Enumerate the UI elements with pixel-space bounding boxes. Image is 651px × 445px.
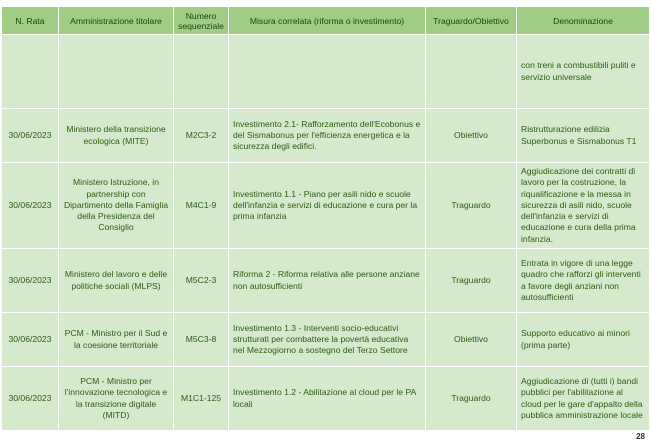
cell-denominazione: Aggiudicazione dei contratti di lavoro per la costruzione, la riqualificazione e la messa in sicurezza di asili nido, scuole dell'infanzia e servizi di educazione e cura della prima infanzia. [517,163,650,249]
page-number: 28 [636,432,645,441]
cell-denominazione: Supporto educativo ai minori (prima parte) [517,313,650,367]
table-row-continuation [2,35,650,109]
cell-numero [174,35,229,109]
header-denominazione: Denominazione [517,7,650,35]
cell-misura: Riforma 2 - Riforma relativa alle persone anziane non autosufficienti [229,249,426,313]
cell-rata: 30/06/2023 [2,313,59,367]
cell-amministrazione [59,35,174,109]
cell-rata: 30/06/2023 [2,109,59,163]
cell-misura: Investimento 1.1 - Piano per asili nido e scuole dell'infanzia e servizi di educazione e cura per la prima infanzia [229,163,426,249]
cell-misura: Investimento 1.2 - Abilitazione al cloud per le PA locali [229,367,426,431]
header-amministrazione: Amministrazione titolare [59,7,174,35]
cell-misura: Investimento 2.1- Rafforzamento dell'Ecobonus e del Sismabonus per l'efficienza energetica e la sicurezza degli edifici. [229,109,426,163]
table-row [2,313,650,367]
header-misura: Misura correlata (riforma o investimento) [229,7,426,35]
cell-denominazione: Aggiudicazione di (tutti i) bandi pubblici per l'abilitazione al cloud per le gare d'appalto della pubblica amministrazione locale [517,367,650,431]
cell-amministrazione: PCM - Ministro per l'innovazione tecnologica e la transizione digitale (MITD) [59,367,174,431]
cell-rata [2,35,59,109]
header-row [2,7,650,35]
cell-amministrazione: Ministero della transizione ecologica (MITE) [59,109,174,163]
cell-denominazione: Entrata in vigore di una legge quadro che rafforzi gli interventi a favore degli anziani non autosufficienti [517,249,650,313]
cell-traguardo: Obiettivo [426,109,517,163]
cell-misura: Investimento 1.3 - Interventi socio-educativi strutturati per combattere la povertà educativa nel Mezzogiorno a sostegno del Terzo Settore [229,313,426,367]
cell-traguardo: Traguardo [426,163,517,249]
cell-numero: M1C1-125 [174,367,229,431]
cell-amministrazione: PCM - Ministro per il Sud e la coesione territoriale [59,313,174,367]
cell-numero: M4C1-9 [174,163,229,249]
cell-denominazione: Ristrutturazione edilizia Superbonus e Sismabonus T1 [517,109,650,163]
cell-traguardo: Traguardo [426,367,517,431]
rate-table [1,6,650,431]
header-traguardo: Traguardo/Obiettivo [426,7,517,35]
table-row [2,109,650,163]
table-row [2,367,650,431]
table-row [2,249,650,313]
cell-misura [229,35,426,109]
header-numero: Numero sequenziale [174,7,229,35]
cell-amministrazione: Ministero del lavoro e delle politiche sociali (MLPS) [59,249,174,313]
cell-amministrazione: Ministero Istruzione, in partnership con Dipartimento della Famiglia della Presidenza del Consiglio [59,163,174,249]
cell-traguardo: Obiettivo [426,313,517,367]
cell-traguardo [426,35,517,109]
cell-rata: 30/06/2023 [2,249,59,313]
cell-denominazione: con treni a combustibili puliti e servizio universale [517,35,650,109]
header-rata: N. Rata [2,7,59,35]
cell-rata: 30/06/2023 [2,163,59,249]
table-row [2,163,650,249]
cell-numero: M5C2-3 [174,249,229,313]
cell-numero: M5C3-8 [174,313,229,367]
cell-rata: 30/06/2023 [2,367,59,431]
cell-numero: M2C3-2 [174,109,229,163]
cell-traguardo: Traguardo [426,249,517,313]
